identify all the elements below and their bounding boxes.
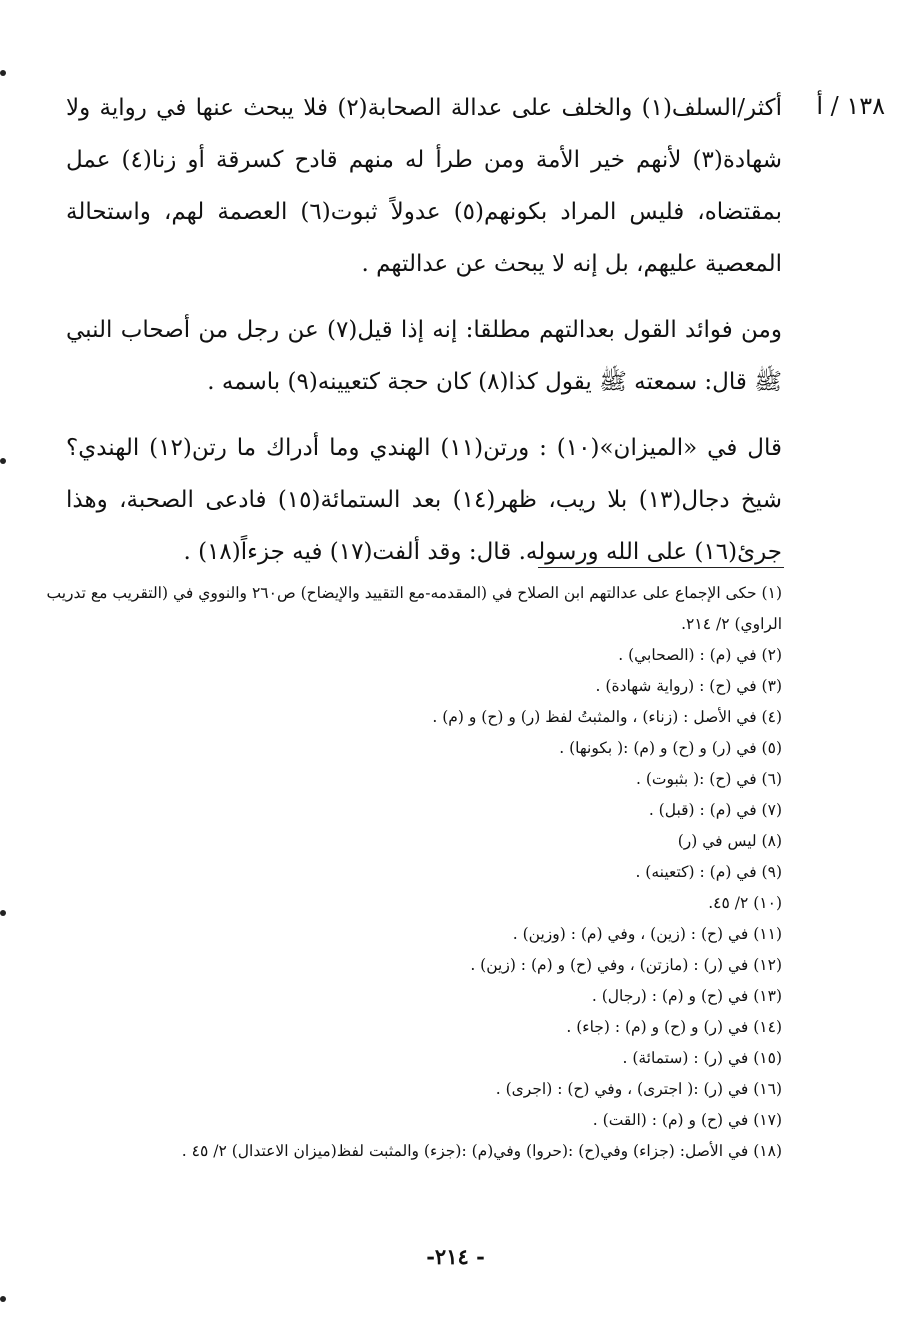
footnote-1: (١) حكى الإجماع على عدالتهم ابن الصلاح في (المقدمه-مع التقييد والإيضاح) ص٢٦٠ والنووي في (التقريب مع تدريب الراوي) ٢/ ٢١٤.	[46, 584, 782, 633]
paragraph-companions-integrity: أكثر/السلف(١) والخلف على عدالة الصحابة(٢) فلا يبحث عنها في رواية ولا شهادة(٣) لأنهم خير الأمة ومن طرأ له منهم قادح كسرقة أو زنا(٤) عمل بمقتضاه، فليس المراد بكونهم(٥) عدولاً ثبوت(٦) العصمة لهم، واستحالة المعصية عليهم، بل إنه لا يبحث عن عدالتهم .	[66, 95, 782, 277]
binding-hole-mark	[0, 1296, 6, 1302]
footnote-4: (٤) في الأصل : (زناء) ، والمثبتُ لفظ (ر) و (ح) و (م) .	[432, 708, 782, 726]
binding-hole-mark	[0, 458, 6, 464]
paragraph-mizan-quote: قال في «الميزان»(١٠) : ورتن(١١) الهندي وما أدراك ما رتن(١٢) الهندي؟ شيخ دجال(١٣) بلا ريب، ظهر(١٤) بعد الستمائة(١٥) فادعى الصحبة، وهذا جرئ(١٦) على الله ورسوله. قال: وقد ألفت(١٧) فيه جزءاً(١٨) .	[66, 435, 782, 565]
footnote-11: (١١) في (ح) : (زين) ، وفي (م) : (وزين) .	[512, 925, 782, 943]
footnote-15: (١٥) في (ر) : (ستمائة) .	[622, 1049, 782, 1067]
footnote-10: (١٠) ٢/ ٤٥.	[708, 894, 782, 912]
footnote-12: (١٢) في (ر) : (مازتن) ، وفي (ح) و (م) : (زين) .	[470, 956, 782, 974]
page-number: - ٢١٤-	[426, 1244, 485, 1269]
footnote-2: (٢) في (م) : (الصحابي) .	[618, 646, 782, 664]
footnote-18: (١٨) في الأصل: (جزاء) وفي(ح) :(حروا) وفي(م) :(جزء) والمثبت لفظ(ميزان الاعتدال) ٢/ ٤٥ .	[181, 1142, 782, 1160]
footnote-14: (١٤) في (ر) و (ح) و (م) : (جاء) .	[566, 1018, 782, 1036]
footnote-divider	[538, 567, 784, 568]
binding-hole-mark	[0, 910, 6, 916]
footnote-17: (١٧) في (ح) و (م) : (القت) .	[592, 1111, 782, 1129]
footnote-13: (١٣) في (ح) و (م) : (رجال) .	[591, 987, 782, 1005]
footnote-5: (٥) في (ر) و (ح) و (م) :( بكونها) .	[559, 739, 782, 757]
footnote-16: (١٦) في (ر) :( اجترى) ، وفي (ح) : (اجرى) .	[495, 1080, 782, 1098]
paragraph-benefits: ومن فوائد القول بعدالتهم مطلقا: إنه إذا قيل(٧) عن رجل من أصحاب النبي ﷺ قال: سمعته ﷺ يقول كذا(٨) كان حجة كتعيينه(٩) باسمه .	[66, 317, 782, 395]
footnote-7: (٧) في (م) : (قبل) .	[648, 801, 782, 819]
footnote-3: (٣) في (ح) : (رواية شهادة) .	[595, 677, 782, 695]
main-text	[66, 82, 782, 592]
manuscript-folio-marker: ١٣٨ / أ	[816, 92, 885, 120]
footnote-6: (٦) في (ح) :( بثبوت) .	[635, 770, 782, 788]
footnote-8: (٨) ليس في (ر)	[677, 832, 782, 850]
footnotes	[40, 578, 782, 1167]
binding-hole-mark	[0, 70, 6, 76]
footnote-9: (٩) في (م) : (كتعينه) .	[635, 863, 782, 881]
